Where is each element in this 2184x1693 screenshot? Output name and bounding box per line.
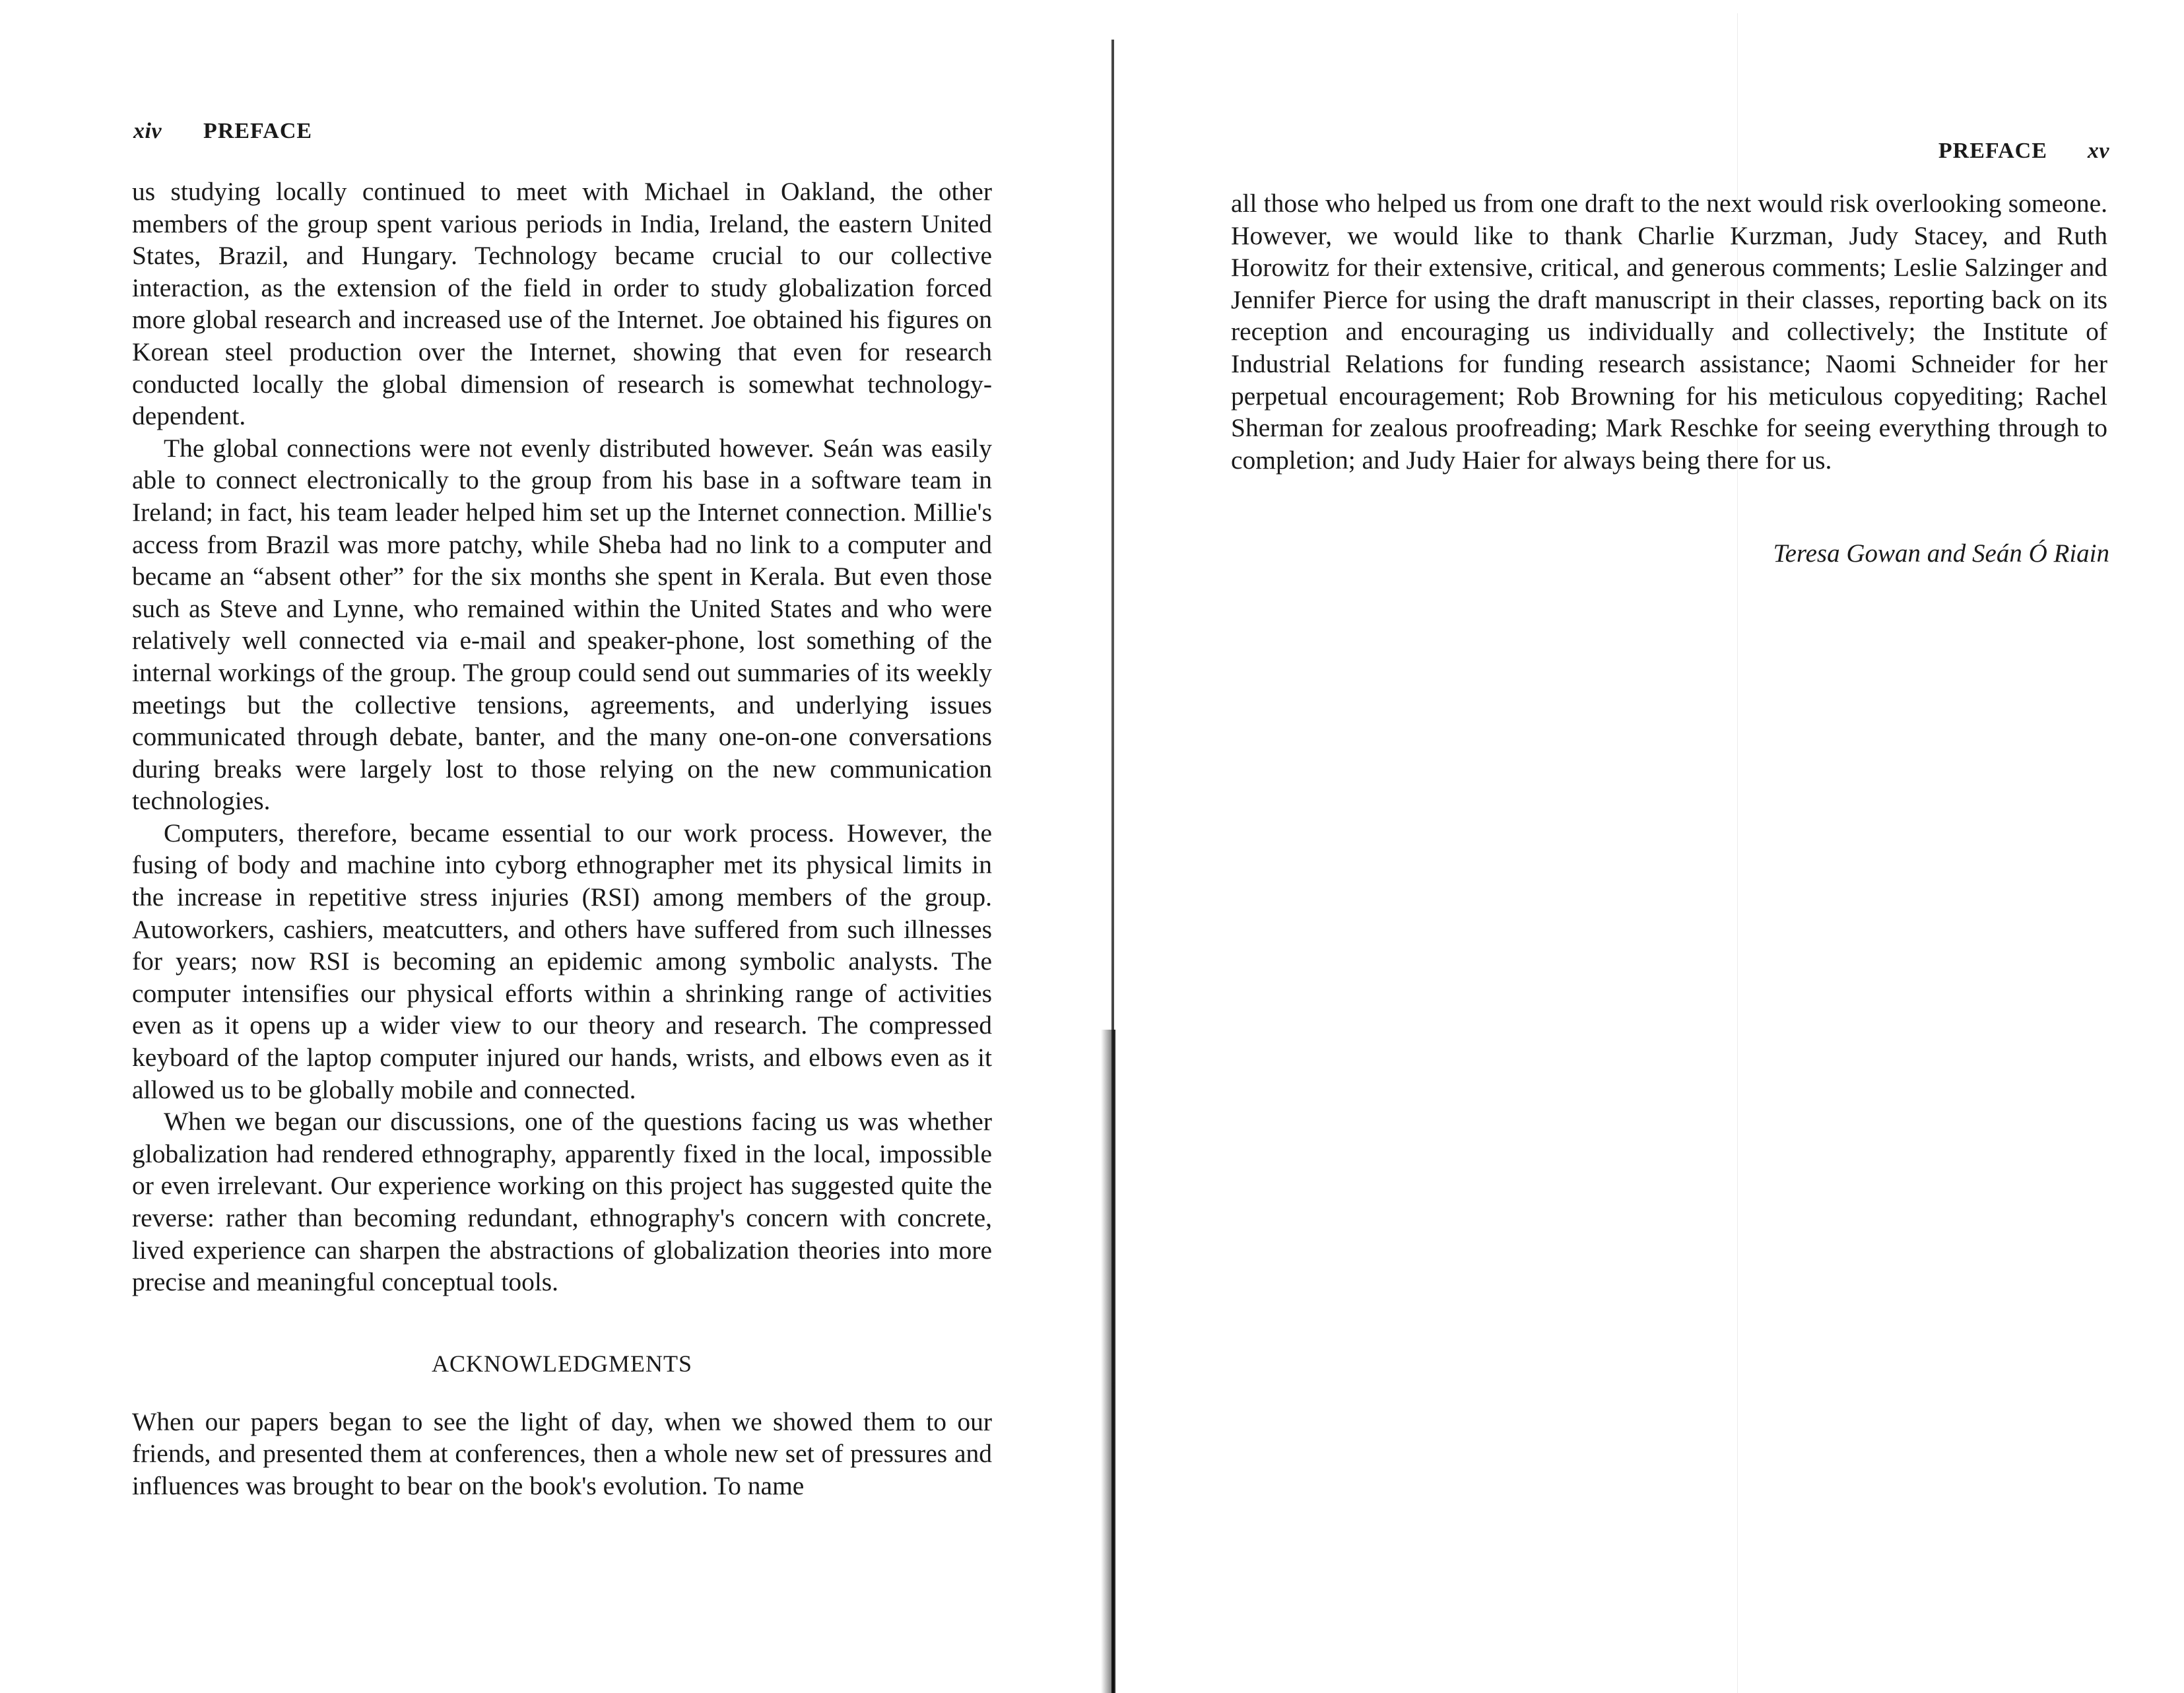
section-heading: ACKNOWLEDGMENTS: [432, 1350, 692, 1377]
preface-signature: Teresa Gowan and Seán Ó Riain: [1773, 539, 2109, 568]
paragraph: us studying locally continued to meet with Michael in Oakland, the other members of the group spent various periods in India, Ireland, the eastern United States, Brazil, and Hungary. Technology became crucial to our collective interaction, as the extension of the field in order to study globalization forced more global research and increased use of the Internet. Joe obtained his figures on Korean steel production over the Internet, showing that even for research conducted locally the global dimension of research is somewhat technology-dependent.: [132, 177, 992, 431]
paragraph: When we began our discussions, one of the questions facing us was whether globalization had rendered ethnography, apparently fixed in the local, impossible or even irrelevant. Our experience working on this project has suggested quite the reverse: rather than becoming redundant, ethnography's concern with concrete, lived experience can sharpen the abstractions of globalization theories into more precise and meaningful conceptual tools.: [132, 1107, 992, 1297]
right-running-head: [1938, 139, 2109, 164]
right-page-number: xv: [2087, 139, 2109, 163]
paragraph: Computers, therefore, became essential to our work process. However, the fusing of body and machine into cyborg ethnographer met its physical limits in the increase in repetitive stress injuries (RSI) among members of the group. Autoworkers, cashiers, meatcutters, and others have suffered from such illnesses for years; now RSI is becoming an epidemic among symbolic analysts. The computer intensifies our physical efforts within a shrinking range of activities even as it opens up a wider view to our theory and research. The compressed keyboard of the laptop computer injured our hands, wrists, and elbows even as it allowed us to be globally mobile and connected.: [132, 818, 992, 1104]
book-gutter: [1082, 40, 1122, 1693]
left-running-title: PREFACE: [203, 119, 313, 143]
paragraph: The global connections were not evenly distributed however. Seán was easily able to connect electronically to the group from his base in a software team in Ireland; in fact, his team leader helped him set up the Internet connection. Millie's access from Brazil was more patchy, while Sheba had no link to a computer and became an “absent other” for the six months she spent in Kerala. But even those such as Steve and Lynne, who remained within the United States and who were relatively well connected via e-mail and speaker-phone, lost something of the internal workings of the group. The group could send out summaries of its weekly meetings but the collective tensions, agreements, and underlying issues communicated through debate, banter, and the many one-on-one conversations during breaks were largely lost to those relying on the new communication technologies.: [132, 433, 992, 816]
left-page-number: xiv: [133, 119, 162, 143]
right-page: [1122, 0, 2184, 1693]
right-running-title: PREFACE: [1938, 139, 2047, 163]
left-running-head: [133, 119, 312, 144]
acknowledgments-continued: all those who helped us from one draft to the next would risk overlooking someone. However, we would like to thank Charlie Kurzman, Judy Stacey, and Ruth Horowitz for their extensive, critical, and generous comments; Leslie Salzinger and Jennifer Pierce for using the draft manuscript in their classes, reporting back on its reception and encouraging us individually and collectively; the Institute of Industrial Relations for funding research assistance; Naomi Schneider for her perpetual encouragement; Rob Browning for his meticulous copyediting; Rachel Sherman for zealous proofreading; Mark Reschke for seeing everything through to completion; and Judy Haier for always being there for us.: [1231, 189, 2107, 475]
gutter-shadow: [1101, 1030, 1115, 1693]
left-body-text: [132, 176, 992, 1502]
right-body-text: [1231, 187, 2107, 476]
acknowledgments-paragraph: When our papers began to see the light of day, when we showed them to our friends, and presented them at conferences, then a whole new set of pressures and influences was brought to bear on the book's evolution. To name: [132, 1407, 992, 1500]
